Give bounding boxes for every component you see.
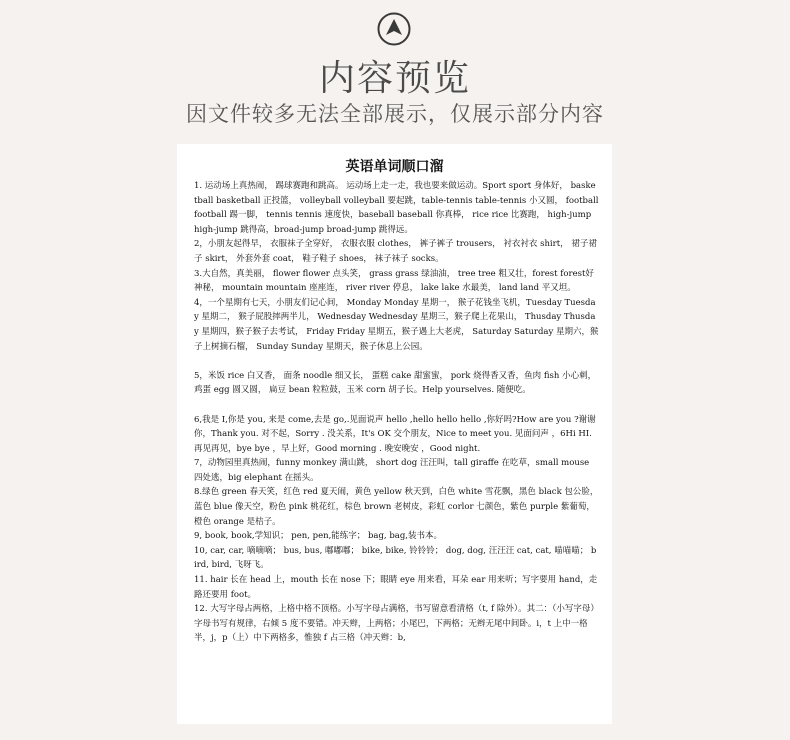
- paragraph: 11. hair 长在 head 上，mouth 长在 nose 下；眼睛 eye 用来看，耳朵 ear 用来听；写字要用 hand，走路还要用 foot。: [194, 575, 598, 600]
- circle-arrow-up-icon: [377, 12, 411, 46]
- blank-paragraph: [194, 398, 599, 413]
- document-body: [194, 179, 599, 646]
- paragraph: 5，米饭 rice 白又香， 面条 noodle 细又长， 蛋糕 cake 甜蜜蜜， pork 烧得香又香，鱼肉 fish 小心刺， 鸡蛋 egg 圆又圆， 扁豆 bean 粒粒鼓，玉米 corn 胡子长。Help yourselves. 随便吃。: [194, 370, 597, 396]
- document-title: 英语单词顺口溜: [345, 159, 444, 175]
- paragraph: 1. 运动场上真热闹， 踢球赛跑和跳高。 运动场上走一走，我也要来做运动。Sport sport 身体好， basketball basketball 正投篮， volleyball volleyball 要起跳，table-tennis table-tennis 小又圆， football football 踢一脚， tennis tennis 速度快，baseball baseball 你真棒， rice rice 比赛跑， high-jump high-jump 跳得高，broad-jump broad-jump 跳得远。: [194, 181, 599, 235]
- document-preview: [177, 144, 612, 724]
- paragraph: 9, book, book,学知识； pen, pen,能练字； bag, bag,装书本。: [194, 531, 442, 542]
- paragraph: 2，小朋友起得早， 衣服袜子全穿好， 衣服衣服 clothes， 裤子裤子 trousers， 衬衣衬衣 shirt， 裙子裙子 skirt， 外套外套 coat， 鞋子鞋子 shoes， 袜子袜子 socks。: [194, 239, 597, 264]
- paragraph: 7，动物园里真热闹，funny monkey 满山跳， short dog 汪汪叫，tall giraffe 在吃草，small mouse 四处逃，big elephant 在摇头。: [194, 458, 590, 483]
- paragraph: 8.绿色 green 春天笑，红色 red 夏天闹，黄色 yellow 秋天到，白色 white 雪花飘，黑色 black 包公脸，蓝色 blue 像天空，粉色 pink 桃花红，棕色 brown 老树皮，彩虹 corlor 七颜色，紫色 purple 紫葡萄，橙色 orange 是桔子。: [194, 487, 599, 527]
- paragraph: 6,我是 I,你是 you, 来是 come,去是 go,.见面说声 hello ,hello hello hello ,你好吗?How are you ?谢谢你，Thank you. 对不起，Sorry . 没关系，It's OK 交个朋友，Nice to meet you. 见面问声 ，6Hi HI. 再见再见，bye bye ，早上好，Good morning . 晚安晚安 ，Good night.: [194, 414, 596, 454]
- paragraph: 12. 大写字母占两格，上格中格不顶格。小写字母占满格，书写留意看清格（t, f 除外）。其二：（小写字母）字母书写有规律，右倾 5 度不要错。冲天辫，上两格；小尾巴，下两格；无辫无尾中间卧。i，t 上中一格半，j，p（上）中下两格多，惟独 f 占三格（冲天辫：b,: [194, 604, 599, 644]
- paragraph: 4，一个星期有七天，小朋友们记心间， Monday Monday 星期一， 猴子花钱坐飞机，Tuesday Tuesday 星期二， 猴子屁股摔两半儿， Wednesday Wednesday 星期三，猴子爬上花果山， Thusday Thusday 星期四，猴子猴子去考试， Friday Friday 星期五，猴子遇上大老虎， Saturday Saturday 星期六，猴子上树摘石榴， Sunday Sunday 星期天，猴子休息上公园。: [194, 297, 599, 352]
- paragraph: 10, car, car, 嘀嘀嘀； bus, bus, 嘟嘟嘟； bike, bike, 铃铃铃； dog, dog, 汪汪汪 cat, cat, 喵喵喵； bird, bird, 飞呀飞。: [194, 545, 597, 571]
- blank-paragraph: [194, 354, 599, 369]
- page-subtitle: 因文件较多无法全部展示，仅展示部分内容: [186, 102, 604, 126]
- page-title: 内容预览: [318, 58, 471, 99]
- paragraph: 3.大自然，真美丽， flower flower 点头笑， grass grass 绿油油， tree tree 粗又壮，forest forest好神秘， mountain mountain 座座连， river river 停息， lake lake 水最美， land land 平又坦。: [194, 268, 594, 294]
